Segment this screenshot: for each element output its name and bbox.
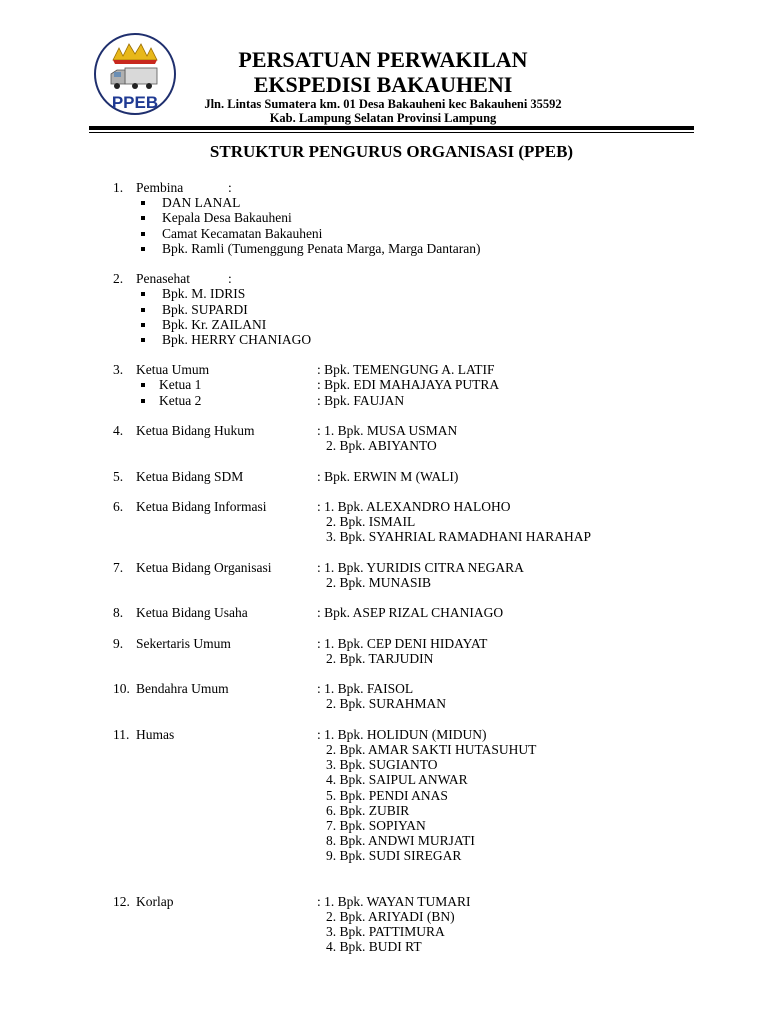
item-colon: : <box>228 180 232 195</box>
list-item <box>113 696 693 711</box>
item-label: Penasehat <box>136 271 190 287</box>
item-number: 2. <box>113 271 124 287</box>
list-item <box>113 833 693 848</box>
list-item: Bpk. Kr. ZAILANI <box>113 317 693 332</box>
section-item <box>113 423 693 453</box>
section-item <box>113 605 693 620</box>
section-item <box>113 469 693 484</box>
address-line2: Kab. Lampung Selatan Provinsi Lampung <box>269 111 497 125</box>
list-item <box>113 803 693 818</box>
item-value: 3. Bpk. SUGIANTO <box>326 757 438 773</box>
address-line1: Jln. Lintas Sumatera km. 01 Desa Bakauheni kec Bakauheni 35592 <box>204 97 562 111</box>
list-item <box>113 514 693 529</box>
item-value: 2. Bpk. MUNASIB <box>326 574 432 590</box>
bullet-icon <box>141 232 145 236</box>
org-name-line2: EKSPEDISI BAKAUHENI <box>253 72 513 97</box>
item-value: 9. Bpk. SUDI SIREGAR <box>326 848 462 864</box>
list-item: Bpk. M. IDRIS <box>113 286 693 301</box>
item-label: Ketua Bidang Usaha <box>136 605 248 621</box>
item-value: : Bpk. ERWIN M (WALI) <box>317 468 459 484</box>
header-divider-thick <box>89 126 694 130</box>
item-value: : 1. Bpk. CEP DENI HIDAYAT <box>317 635 488 651</box>
list-item <box>113 742 693 757</box>
item-value: : 1. Bpk. MUSA USMAN <box>317 423 458 438</box>
list-item <box>113 757 693 772</box>
item-label: Ketua Umum <box>136 362 210 378</box>
item-value: 4. Bpk. SAIPUL ANWAR <box>326 772 468 788</box>
item-number: 12. <box>113 893 130 909</box>
item-number: 1. <box>113 180 124 195</box>
list-item <box>113 438 693 453</box>
section-item <box>113 727 693 864</box>
list-item <box>113 939 693 954</box>
item-value: : 1. Bpk. HOLIDUN (MIDUN) <box>317 726 487 742</box>
ppeb-logo <box>93 32 177 116</box>
list-item <box>113 575 693 590</box>
item-value: 2. Bpk. TARJUDIN <box>326 650 434 666</box>
item-label: Ketua Bidang Informasi <box>136 498 267 514</box>
item-value: 8. Bpk. ANDWI MURJATI <box>326 833 475 849</box>
item-number: 3. <box>113 362 124 378</box>
item-value: 7. Bpk. SOPIYAN <box>326 817 426 833</box>
item-value: 2. Bpk. ARIYADI (BN) <box>326 909 455 925</box>
sections-list <box>113 423 693 955</box>
item-colon: : <box>228 271 232 287</box>
list-item <box>113 924 693 939</box>
bullet-icon <box>141 247 145 251</box>
section-item <box>113 499 693 545</box>
bullet-icon <box>141 308 145 312</box>
bullet-icon <box>141 399 145 403</box>
item-value: : 1. Bpk. ALEXANDRO HALOHO <box>317 498 511 514</box>
section-item <box>113 560 693 590</box>
item-number: 11. <box>113 726 130 742</box>
item-number: 10. <box>113 681 130 697</box>
org-name-line1: PERSATUAN PERWAKILAN <box>238 47 528 72</box>
list-item: Kepala Desa Bakauheni <box>113 210 693 225</box>
bullet-icon <box>141 323 145 327</box>
item-value: 3. Bpk. SYAHRIAL RAMADHANI HARAHAP <box>326 529 592 545</box>
section-penasehat <box>113 271 693 347</box>
section-item <box>113 681 693 711</box>
item-label: Sekertaris Umum <box>136 635 231 651</box>
item-value: 3. Bpk. PATTIMURA <box>326 924 445 940</box>
header-divider-thin <box>89 132 694 133</box>
list-item <box>113 818 693 833</box>
item-number: 4. <box>113 423 124 438</box>
item-label: Ketua Bidang SDM <box>136 468 244 484</box>
item-label: Ketua Bidang Organisasi <box>136 559 272 575</box>
list-item <box>113 529 693 544</box>
item-value: 2. Bpk. SURAHMAN <box>326 696 447 712</box>
bullet-icon <box>141 201 145 205</box>
item-value: : Bpk. TEMENGUNG A. LATIF <box>317 362 495 378</box>
list-item: Camat Kecamatan Bakauheni <box>113 226 693 241</box>
section-item <box>113 894 693 955</box>
item-label: Ketua Bidang Hukum <box>136 423 255 438</box>
item-label: Humas <box>136 726 175 742</box>
list-item <box>113 848 693 863</box>
list-item <box>113 772 693 787</box>
item-value: : 1. Bpk. YURIDIS CITRA NEGARA <box>317 559 524 575</box>
document-title: STRUKTUR PENGURUS ORGANISASI (PPEB) <box>209 142 574 161</box>
list-item: Ketua 2 : Bpk. FAUJAN <box>113 393 693 408</box>
list-item <box>113 909 693 924</box>
item-number: 7. <box>113 559 124 575</box>
item-label: Bendahra Umum <box>136 681 229 697</box>
item-number: 9. <box>113 635 124 651</box>
structure-list <box>113 180 693 970</box>
item-value: 2. Bpk. AMAR SAKTI HUTASUHUT <box>326 741 537 757</box>
item-value: : 1. Bpk. WAYAN TUMARI <box>317 893 471 909</box>
item-value: 4. Bpk. BUDI RT <box>326 939 422 955</box>
item-value: 2. Bpk. ABIYANTO <box>326 438 437 454</box>
item-value: : Bpk. ASEP RIZAL CHANIAGO <box>317 605 504 621</box>
item-value: 2. Bpk. ISMAIL <box>326 514 416 530</box>
list-item: Ketua 1 : Bpk. EDI MAHAJAYA PUTRA <box>113 377 693 392</box>
logo-text: PPEB <box>111 93 159 112</box>
list-item: Bpk. Ramli (Tumenggung Penata Marga, Marga Dantaran) <box>113 241 693 256</box>
item-number: 5. <box>113 468 124 484</box>
item-value: 6. Bpk. ZUBIR <box>326 802 410 818</box>
list-item: Bpk. HERRY CHANIAGO <box>113 332 693 347</box>
logo-emblem <box>93 32 177 116</box>
bullet-icon <box>141 292 145 296</box>
section-item <box>113 636 693 666</box>
list-item: Bpk. SUPARDI <box>113 302 693 317</box>
item-number: 8. <box>113 605 124 621</box>
list-item: DAN LANAL <box>113 195 693 210</box>
list-item <box>113 651 693 666</box>
section-ketua-umum <box>113 362 693 408</box>
item-value: 5. Bpk. PENDI ANAS <box>326 787 448 803</box>
bullet-icon <box>141 383 145 387</box>
list-item <box>113 788 693 803</box>
item-number: 6. <box>113 498 124 514</box>
item-label: Korlap <box>136 893 174 909</box>
item-value: : 1. Bpk. FAISOL <box>317 681 414 697</box>
section-pembina <box>113 180 693 256</box>
bullet-icon <box>141 216 145 220</box>
bullet-icon <box>141 338 145 342</box>
item-label: Pembina <box>136 180 184 195</box>
